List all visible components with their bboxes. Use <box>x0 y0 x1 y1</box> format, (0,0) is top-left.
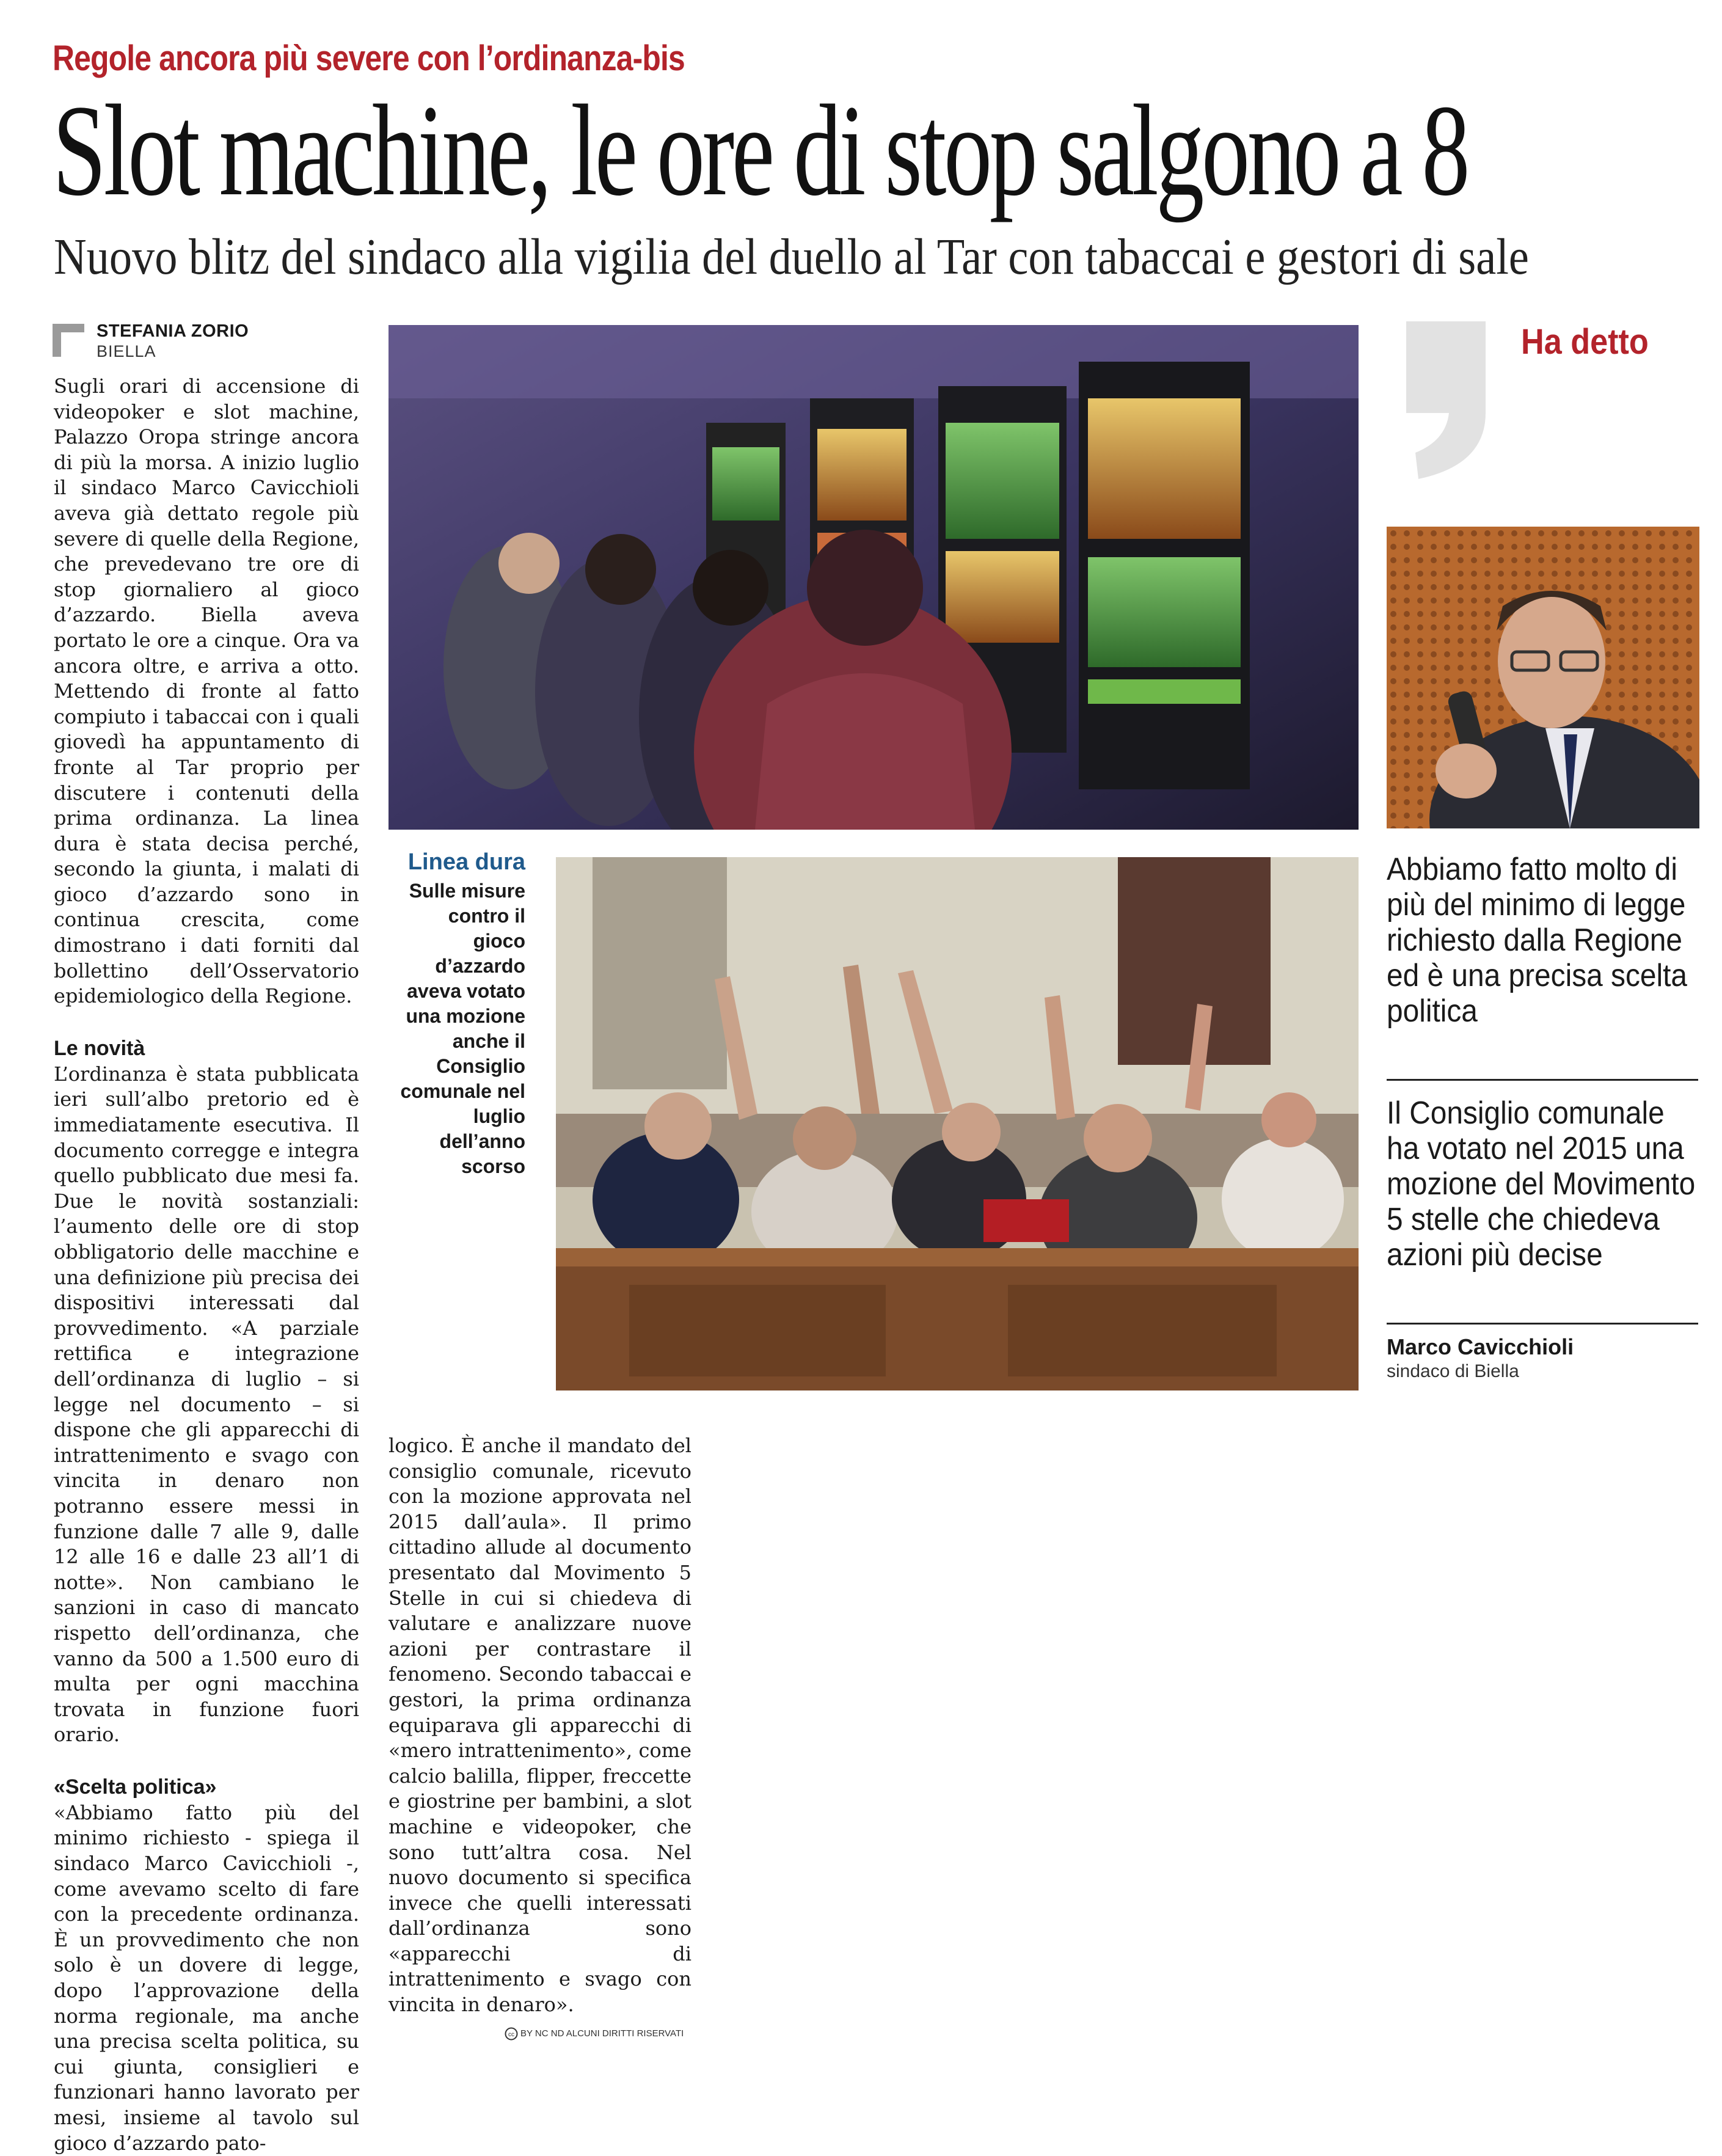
article-column-2 <box>389 1433 691 2018</box>
license-text: BY NC ND ALCUNI DIRITTI RISERVATI <box>520 2028 684 2039</box>
sidebar-quote-2: Il Consiglio comunale ha votato nel 2015 una mozione del Movimento 5 stelle che chiedeva azioni più decise <box>1387 1095 1696 1273</box>
lead-paragraph: Sugli orari di accensione di videopoker e slot machine, Palazzo Oropa stringe ancora di più la morsa. A inizio luglio il sindaco Marco Cavicchioli aveva già dettato regole più severe di quelle della Regione, che prevedevano tre ore di stop giornaliero al gioco d’azzardo. Biella aveva portato le ore a cinque. Ora va ancora oltre, e arriva a otto. Mettendo di fronte al fatto compiuto i tabaccai con i quali giovedì ha appuntamento di fronte al Tar proprio per discutere i contenuti della prima ordinanza. La linea dura è stata decisa perché, secondo la giunta, i malati di gioco d’azzardo sono in continua crescita, come dimostrano i dati forniti dal bollettino dell’Osservatorio epidemiologico della Regione. <box>54 375 359 1008</box>
caption-body: Sulle misure contro il gioco d’azzardo aveva votato una mozione anche il Consiglio comunale nel luglio dell’anno scorso <box>400 880 525 1177</box>
svg-text:cc: cc <box>508 2031 514 2038</box>
council-vote-photo <box>556 857 1359 1390</box>
sidebar-quote-1: Abbiamo fatto molto di più del minimo di legge richiesto dalla Regione ed è una precisa scelta politica <box>1387 852 1687 1029</box>
subhead: Nuovo blitz del sindaco alla vigilia del duello al Tar con tabaccai e gestori di sale <box>54 228 1529 285</box>
headline: Slot machine, le ore di stop salgono a 8 <box>53 78 1468 223</box>
byline-mark-icon <box>53 324 84 357</box>
section-title-novita: Le novità <box>54 1036 145 1060</box>
dateline-place: BIELLA <box>97 342 156 360</box>
quote-divider <box>1387 1079 1698 1081</box>
kicker: Regole ancora più severe con l’ordinanza-bis <box>53 38 685 78</box>
caption-title: Linea dura <box>407 849 525 875</box>
mayor-portrait-photo <box>1387 527 1699 828</box>
quote-author-name: Marco Cavicchioli <box>1387 1334 1574 1359</box>
continuation-paragraph: logico. È anche il mandato del consiglio comunale, ricevuto con la mozione approvata nel 2015 dall’aula». Il primo cittadino allude al documento presentato dal Movimento 5 Stelle in cui si chiedeva di valutare e analizzare nuove azioni per contrastare il fenomeno. Secondo tabaccai e gestori, la prima ordinanza equiparava gli apparecchi di «mero intrattenimento», come calcio balilla, flipper, freccette e giostrine per bambini, a slot machine e videopoker, che sono tutt’altra cosa. Nel nuovo documento si specifica invece che quelli interessati dall’ordinanza sono «apparecchi di intrattenimento e svago con vincita in denaro». <box>389 1434 691 2017</box>
author-name: STEFANIA ZORIO <box>97 321 249 341</box>
section-text-novita: L’ordinanza è stata pubblicata ieri sull’albo pretorio ed è immediatamente esecutiva. Il documento corregge e integra quello pubblicato due mesi fa. Due le novità sostanziali: l’aumento delle ore di stop obbligatorio delle macchine e una definizione più precisa dei dispositivi interessati dal provvedimento. «A parziale rettifica e integrazione dell’ordinanza di luglio – si legge nel documento – si dispone che gli apparecchi di intrattenimento e svago con vincita in denaro non potranno essere messi in funzione dalle 7 alle 9, dalle 12 alle 16 e dalle 23 all’1 di notte». Non cambiano le sanzioni in caso di mancato rispetto dell’ordinanza, che vanno da 500 a 1.500 euro di multa per ogni macchina trovata in funzione fuori orario. <box>54 1062 359 1747</box>
sidebar-label: Ha detto <box>1521 322 1649 362</box>
slot-machines-photo <box>389 325 1359 830</box>
signature-divider <box>1387 1323 1698 1325</box>
quote-mark-icon <box>1382 321 1486 479</box>
creative-commons-icon <box>505 2027 518 2041</box>
article-column-1 <box>54 374 359 2156</box>
section-text-scelta: «Abbiamo fatto più del minimo richiesto - spiega il sindaco Marco Cavicchioli -, come avevamo scelto di fare con la precedente ordinanza. È un provvedimento che non solo è un dovere di legge, dopo l’approvazione della norma regionale, ma anche una precisa scelta politica, su cui giunta, consiglieri e funzionari hanno lavorato per mesi, insieme al tavolo sul gioco d’azzardo pato- <box>54 1800 359 2155</box>
section-title-scelta: «Scelta politica» <box>54 1775 217 1799</box>
quote-author-role: sindaco di Biella <box>1387 1361 1519 1381</box>
